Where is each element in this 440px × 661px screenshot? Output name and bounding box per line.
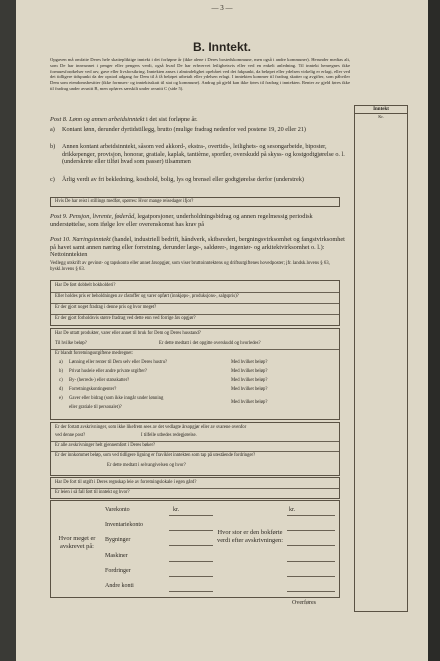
asset-row-andre-konti: Andre konti xyxy=(105,583,134,589)
asset-row-fordringer: Fordringer xyxy=(105,568,131,574)
document-page xyxy=(16,0,428,661)
box4-q1: Har De fort til utgift i Deres regnskap leie av forretningslokale i egen gård? xyxy=(55,480,197,485)
travel-question: Hvis De har reist i stillings medfør, spørres: Hvor mange reisedager ifjor? xyxy=(55,199,194,204)
post9-heading: Post 9. Pensjon, livrente, føderåd, xyxy=(50,213,136,220)
box3-q3: Er der innkommet beløp, som ved tidligere ligning er fraviklet inntekten som tap på utestående fordringer? xyxy=(55,453,256,458)
asset-unit-kr: kr. xyxy=(173,507,180,513)
page-number: — 3 — xyxy=(211,4,233,12)
post8-b-text: Annen kontant arbeidsinntekt, såsom ved akkord-, ekstra-, overtids-, leilighets- og sesongarbeide, biposter, drikkepenger, provisjon, honorar, gratiale, kaplak, tantième, sportler, overskudd på skyss- og kostgodtgjørelse o. l. (underskrete eller tilføi hvad som passer) tilsammen xyxy=(62,143,345,165)
asset-right-label: Hvor stor er den bokførte verdi efter avskrivningen: xyxy=(217,529,284,544)
box3-q1c: I tilfelle utbedes redegjørelse. xyxy=(141,433,197,438)
box2-item-d: Forretningskontingenter? xyxy=(69,387,117,392)
depreciation-box xyxy=(50,422,340,476)
asset-row-maskiner: Maskiner xyxy=(105,553,128,559)
intro-paragraph: Opgaven må omfatte Deres hele skattepliktige inntekt i det forløpne år (ikke alene i Deres bostedskommune, men også i andre kommuner). Herunder medtas alt, som De har innvunnet i penger eller pengers verdi, også hvad De har erhvervet leilighetsvis eller ved en enkelt anledning. Til inntekt henregnes ikke formuesforøkelser ved arv, gave eller livsforsikring. Inntekten anses i almindelighet opebåret ved det fakpunkt, da beløpet eller ydelsen virkelig er erlagt, eller ved det tidligere tidspunkt da der opstod adgang for Dem til å få beløpet utbetalt eller ydelsen erlagt. I inntekten kommer til fradrag skatter og avgifter, som påhviler Dem som eiendomsbesitter (ikke formues- og inntektsskatt til stat og kommune). Andrag på gjeld kan ikke føres til fradrag i inntekten. Renter av gjeld føres ikke til fradrag under avsnitt B, men opføres særskilt under avsnitt C (side 5). xyxy=(50,57,350,91)
income-column-header: Inntekt xyxy=(355,106,407,114)
post10-heading: Post 10. Næringsinntekt xyxy=(50,236,111,243)
box2-q2a: Til hvilke beløp? xyxy=(55,341,87,346)
box1-q1: Har De ført dobbelt bokholderi? xyxy=(55,283,116,288)
post9-text: legatporsjoner, underholdningsbidrag og annen regelmessig periodisk understøttelse, som ifølge lov eller overenskomst has krav på xyxy=(50,213,313,228)
post8-a-text: Kontant lønn, derunder dyrtidstillegg, brutto (mulige fradrag nedenfor ved postene 19, 20 eller 21) xyxy=(62,126,306,133)
scanner-edge xyxy=(428,0,440,661)
box1-q2: Eller holdes pris er beholdningen av råstoffer og varer opført (innkjøps-, produksjons-, salgspris)? xyxy=(55,294,239,299)
box3-q2: Er alle avskrivninger helt gjennemført i Deres bøker? xyxy=(55,443,156,448)
post10 xyxy=(50,236,350,259)
asset-row-inventariekonto: Inventariekonto xyxy=(105,522,143,528)
box2-q2b: Er dette medtatt i det opgitte overskudd og hvorledes? xyxy=(159,341,261,346)
income-column-unit: Kr. xyxy=(378,114,384,119)
box1-q3: Er der gjort noget fradrag i denne pris og hvor meget? xyxy=(55,305,157,310)
box2-item-a: Lønning eller renter til Dem selv eller Deres hustru? xyxy=(69,360,168,365)
post10-note: Vedlegg utskrift av gevinst- og tapskonto eller annet årsopgjør, som viser bruttoinntektens og driftsutgiftenes hovedposter; jfr. landsk.lovens § 63, byskl.lovens § 63. xyxy=(50,261,330,272)
box2-item-e2: eller gratiale til personalet)? xyxy=(69,405,122,410)
bookkeeping-box xyxy=(50,280,340,326)
box2-q3: Er blandt forretningsutgiftene medregnet: xyxy=(55,351,133,356)
box2-q1: Har De uttatt produkter, varer eller annet til bruk for Dem og Deres husstand? xyxy=(55,331,201,336)
income-column xyxy=(354,105,408,612)
section-title: B. Inntekt. xyxy=(192,40,251,54)
post10-text: (handel, industriell bedrift, håndverk, skibsrederi, bergningsvirksomhet og fangstvirksomhet på havet samt annen næring eller forretning, derunder læge-, saldører-, ingeniør- og arkitektvirksomhet o. l.): Nettoinntekten xyxy=(50,236,345,259)
box4-q2: Er leien i så fall ført til inntekt og hvor? xyxy=(55,490,130,495)
post9 xyxy=(50,213,350,228)
asset-right-unit-kr: kr. xyxy=(289,507,296,513)
post8-a: a) Kontant lønn, derunder dyrtidstillegg, brutto (mulige fradrag nedenfor ved postene 19, 20 eller 21) xyxy=(50,126,350,142)
asset-row-varekonto: Varekonto xyxy=(105,507,130,513)
box2-item-b: Privat husleie eller andre private utgifter? xyxy=(69,369,147,374)
box3-q4: Er dette medtatt i selvangivelsen og hvor? xyxy=(107,463,186,468)
post8-c-text: Årlig verdi av fri bekledning, kosthold, bolig, lys og brensel eller godtgjørelse derfor (understrek) xyxy=(62,176,304,183)
box2-item-c: By- (herreds-) eller statsskatter? xyxy=(69,378,130,383)
box2-item-e: Gaver eller bidrag (som ikke inngår under lønning xyxy=(69,396,164,401)
post8-b: b) Annen kontant arbeidsinntekt, såsom ved akkord-, ekstra-, overtids-, leilighets- og sesongarbeide, biposter, drikkepenger, provisjon, honorar, gratiale, kaplak, tantième, sportler, overskudd på skyss- og kostgodtgjørelse o. l. (underskrete eller tilføi hvad som passer) tilsammen xyxy=(50,143,350,173)
box3-q1b: ved denne post? xyxy=(55,433,86,438)
post8-heading: Post 8. Lønn og annen arbeidsinntekt i det sist forløpne år. xyxy=(50,116,198,123)
box3-q1: Er der fortatt avskrivninger, som ikke likefrem sees av det vedlagte årsopgjør eller av svarene ovenfor xyxy=(55,425,247,430)
box1-q4: Er der gjort forholdsvis større fradrag ved dette enn ved forrige års opgjør? xyxy=(55,316,196,321)
carry-over-label: Overføres xyxy=(292,600,316,606)
withdrawals-box: Har De uttatt produkter, varer eller annet til bruk for Dem og Deres husstand? Til hvilke beløp? Er dette medtatt i det opgitte overskudd og hvorledes? Er blandt forretningsutgiftene medregnet: a) Lønning eller renter til Dem selv eller Deres hustru? Med hvilket beløp? b) Privat husleie eller andre private utgifter? Med hvilket beløp? c) By- (herreds-) eller statsskatter? Med hvilket beløp? d) Forretningskontingenter? Med hvilket beløp? e) Gaver eller bidrag (som ikke inngår under lønning Med hvilket beløp? eller gratiale til personalet)? xyxy=(50,328,340,420)
asset-table xyxy=(50,500,340,598)
asset-left-label: Hvor meget er avskrevet på: xyxy=(58,535,96,550)
post8-travel-box xyxy=(50,197,340,207)
post8-c: c) Årlig verdi av fri bekledning, kosthold, bolig, lys og brensel eller godtgjørelse derfor (understrek) xyxy=(50,176,350,192)
premises-box xyxy=(50,477,340,499)
asset-row-bygninger: Bygninger xyxy=(105,537,131,543)
